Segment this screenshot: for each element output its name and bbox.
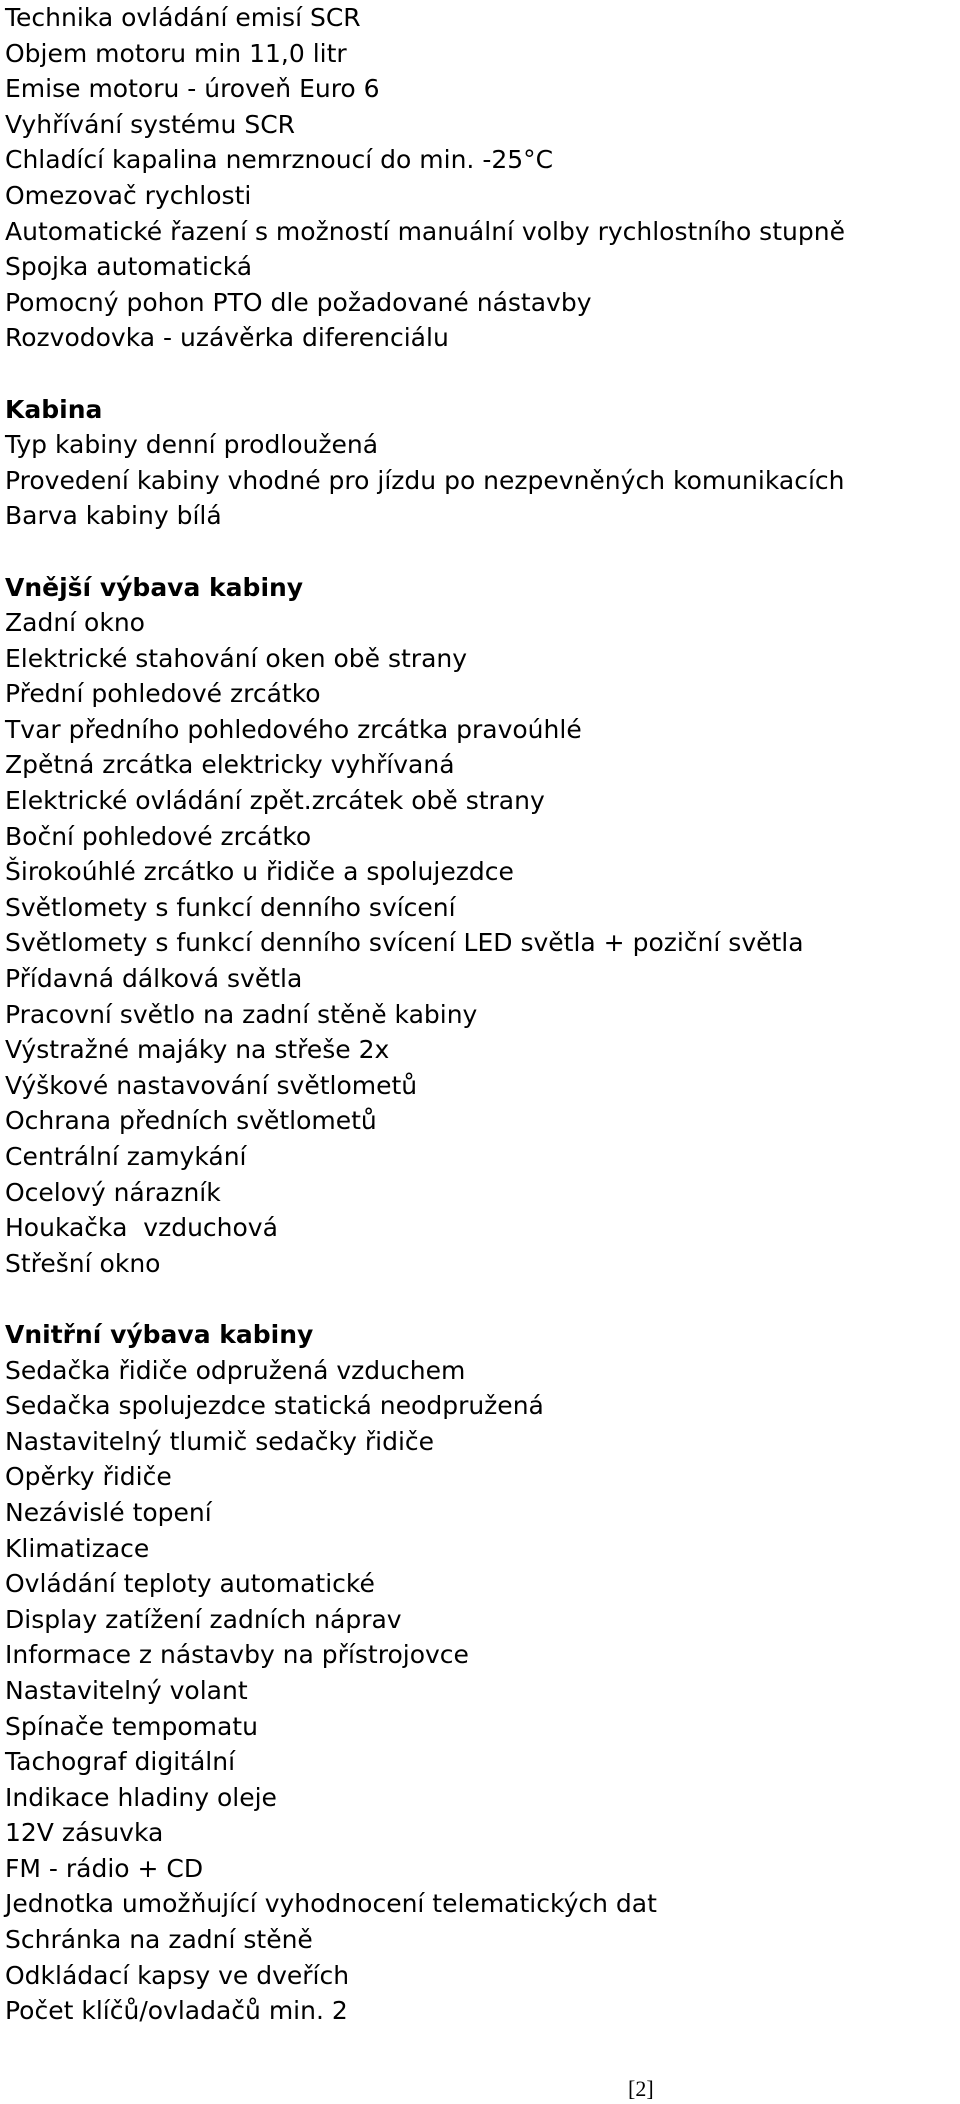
spec-item: Sedačka spolujezdce statická neodpružená [5,1391,544,1421]
spec-item: Vyhřívání systému SCR [5,109,296,139]
spec-item: Pomocný pohon PTO dle požadované nástavby [5,287,592,317]
spec-item: Zadní okno [5,608,145,638]
spec-item: Elektrické stahování oken obě strany [5,643,468,673]
page-number: [2] [628,2076,654,2101]
spec-item: Světlomety s funkcí denního svícení LED světla + poziční světla [5,928,804,958]
spec-item: Ocelový nárazník [5,1177,221,1207]
spec-item: Objem motoru min 11,0 litr [5,38,347,68]
spec-item: Provedení kabiny vhodné pro jízdu po nezpevněných komunikacích [5,465,845,495]
spec-item: Počet klíčů/ovladačů min. 2 [5,1996,348,2026]
spec-item: Zpětná zrcátka elektricky vyhřívaná [5,750,455,780]
section-cab [5,392,955,534]
spec-item: Elektrické ovládání zpět.zrcátek obě strany [5,786,545,816]
section-powertrain [5,0,955,356]
spec-item: Přední pohledové zrcátko [5,679,321,709]
spec-item: Tachograf digitální [5,1747,236,1777]
section-heading-exterior: Vnější výbava kabiny [5,572,304,602]
spec-item: Rozvodovka - uzávěrka diferenciálu [5,323,449,353]
spec-item: FM - rádio + CD [5,1853,204,1883]
spec-item: Sedačka řidiče odpružená vzduchem [5,1355,466,1385]
spec-item: Světlomety s funkcí denního svícení [5,892,456,922]
spec-item: Typ kabiny denní prodloužená [5,430,379,460]
section-spacer [5,534,955,570]
spec-item: Širokoúhlé zrcátko u řidiče a spolujezdce [5,857,514,887]
spec-item: Indikace hladiny oleje [5,1782,277,1812]
spec-item: Spojka automatická [5,252,253,282]
spec-item: Automatické řazení s možností manuální volby rychlostního stupně [5,216,845,246]
spec-item: Display zatížení zadních náprav [5,1604,402,1634]
spec-item: Spínače tempomatu [5,1711,258,1741]
spec-item: Nezávislé topení [5,1497,212,1527]
spec-item: Nastavitelný tlumič sedačky řidiče [5,1426,435,1456]
spec-item: Odkládací kapsy ve dveřích [5,1960,350,1990]
spec-item: Jednotka umožňující vyhodnocení telematických dat [5,1889,657,1919]
section-heading-cab: Kabina [5,394,103,424]
spec-item: Pracovní světlo na zadní stěně kabiny [5,999,478,1029]
spec-item: Emise motoru - úroveň Euro 6 [5,74,380,104]
spec-item: Informace z nástavby na přístrojovce [5,1640,469,1670]
spec-item: Ochrana předních světlometů [5,1106,377,1136]
spec-item: Přídavná dálková světla [5,964,303,994]
spec-item: Chladící kapalina nemrznoucí do min. -25°C [5,145,554,175]
spec-item: Výškové nastavování světlometů [5,1070,418,1100]
spec-item: Barva kabiny bílá [5,501,222,531]
spec-item: Opěrky řidiče [5,1462,172,1492]
spec-item: Ovládání teploty automatické [5,1569,375,1599]
spec-item: Střešní okno [5,1248,161,1278]
section-exterior [5,570,955,1282]
spec-item: 12V zásuvka [5,1818,164,1848]
spec-item: Schránka na zadní stěně [5,1925,313,1955]
spec-item: Tvar předního pohledového zrcátka pravoúhlé [5,714,582,744]
spec-item: Nastavitelný volant [5,1675,248,1705]
section-spacer [5,356,955,392]
spec-item: Výstražné majáky na střeše 2x [5,1035,390,1065]
spec-item: Omezovač rychlosti [5,180,252,210]
spec-item: Houkačka vzduchová [5,1213,278,1243]
section-interior [5,1317,955,2029]
document-body [5,0,955,2029]
section-spacer [5,1281,955,1317]
spec-item: Centrální zamykání [5,1142,247,1171]
spec-item: Boční pohledové zrcátko [5,821,312,851]
section-heading-interior: Vnitřní výbava kabiny [5,1319,314,1349]
spec-item: Technika ovládání emisí SCR [5,3,361,32]
spec-item: Klimatizace [5,1533,150,1563]
